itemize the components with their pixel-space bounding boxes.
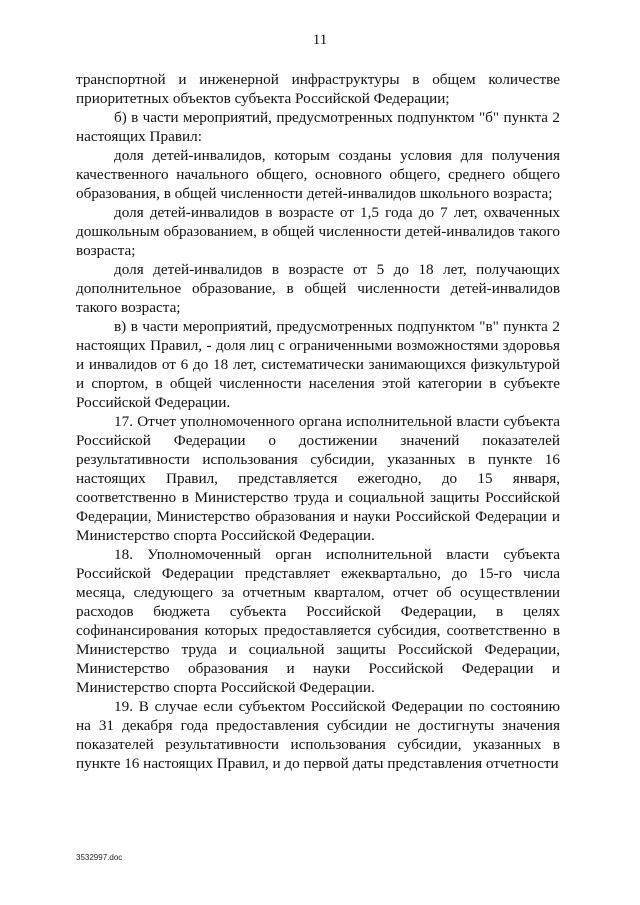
paragraph-additional-education-share: доля детей-инвалидов в возрасте от 5 до 18 лет, получающих дополнительное образование, в общей численности детей-инвалидов такого возраста; bbox=[76, 261, 560, 316]
paragraph-subitem-b: б) в части мероприятий, предусмотренных подпунктом "б" пункта 2 настоящих Правил: bbox=[76, 109, 560, 145]
page-number: 11 bbox=[312, 32, 328, 48]
paragraph-subitem-v: в) в части мероприятий, предусмотренных подпунктом "в" пункта 2 настоящих Правил, - доля лиц с ограниченными возможностями здоровья и инвалидов от 6 до 18 лет, систематически занимающихся физкультурой и спортом, в общей численности населения этой категории в субъекте Российской Федерации. bbox=[76, 318, 560, 411]
document-footer-filename: 3532997.doc bbox=[76, 853, 123, 862]
paragraph-preschool-share: доля детей-инвалидов в возрасте от 1,5 года до 7 лет, охваченных дошкольным образованием, в общей численности детей-инвалидов такого возраста; bbox=[76, 204, 560, 259]
paragraph-clause-19: 19. В случае если субъектом Российской Федерации по состоянию на 31 декабря года предоставления субсидии не достигнуты значения показателей результативности использования субсидии, указанных в пункте 16 настоящих Правил, и до первой даты представления отчетности bbox=[76, 698, 560, 772]
paragraph-clause-18: 18. Уполномоченный орган исполнительной власти субъекта Российской Федерации представляет ежеквартально, до 15-го числа месяца, следующего за отчетным кварталом, отчет об осуществлении расходов бюджета субъекта Российской Федерации, в целях софинансирования которых предоставляется субсидия, соответственно в Министерство труда и социальной защиты Российской Федерации, Министерство образования и науки Российской Федерации и Министерство спорта Российской Федерации. bbox=[76, 546, 560, 696]
paragraph-infrastructure-continuation: транспортной и инженерной инфраструктуры в общем количестве приоритетных объектов субъекта Российской Федерации; bbox=[76, 71, 560, 107]
document-body bbox=[76, 70, 560, 773]
paragraph-clause-17: 17. Отчет уполномоченного органа исполнительной власти субъекта Российской Федерации о достижении значений показателей результативности использования субсидии, указанных в пункте 16 настоящих Правил, представляется ежегодно, до 15 января, соответственно в Министерство труда и социальной защиты Российской Федерации, Министерство образования и науки Российской Федерации и Министерство спорта Российской Федерации. bbox=[76, 413, 560, 544]
paragraph-school-age-share: доля детей-инвалидов, которым созданы условия для получения качественного начального общего, основного общего, среднего общего образования, в общей численности детей-инвалидов школьного возраста; bbox=[76, 147, 560, 202]
